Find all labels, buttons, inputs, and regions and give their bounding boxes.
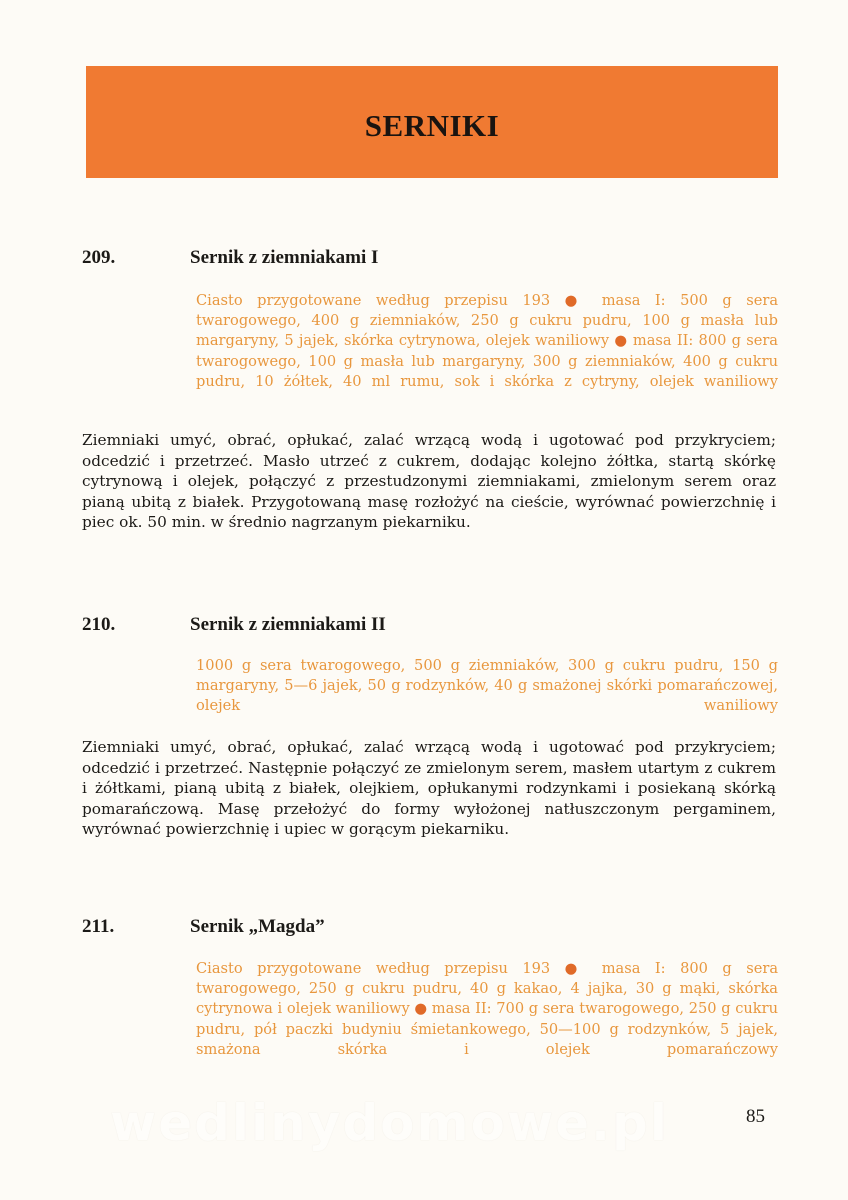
recipe-instructions: Ziemniaki umyć, obrać, opłukać, zalać wrzącą wodą i ugotować pod przykryciem; odcedzić i przetrzeć. Następnie połączyć ze zmielonym serem, masłem utartym z cukrem i żółtkami, pianą ubitą z białek, olejkiem, opłukanymi rodzynkami i posiekaną skórką pomarańczową. Masę przełożyć do formy wyłożonej natłuszczonym pergaminem, wyrównać powierzchnię i upiec w gorącym piekarniku.	[82, 738, 776, 838]
recipe-title: Sernik „Magda”	[190, 916, 325, 937]
recipe-heading	[82, 614, 782, 642]
section-title: SERNIKI	[364, 108, 500, 143]
recipe-number: 209.	[82, 247, 116, 268]
page-number: 85	[746, 1106, 765, 1127]
recipe-title: Sernik z ziemniakami I	[190, 247, 379, 268]
recipe-ingredients: Ciasto przygotowane według przepisu 193 ● masa I: 800 g sera twarogowego, 250 g cukru pudru, 40 g kakao, 4 jajka, 30 g mąki, skórka cytrynowa i olejek waniliowy ● masa II: 700 g sera twarogowego, 250 g cukru pudru, pół paczki budyniu śmietankowego, 50—100 g rodzynków, 5 jajek, smażona skórka i olejek pomarańczowy	[196, 960, 779, 1058]
recipe-ingredients: Ciasto przygotowane według przepisu 193 ● masa I: 500 g sera twarogowego, 400 g ziemniaków, 250 g cukru pudru, 100 g masła lub margaryny, 5 jajek, skórka cytrynowa, olejek waniliowy ● masa II: 800 g sera twarogowego, 100 g masła lub margaryny, 300 g ziemniaków, 400 g cukru pudru, 10 żółtek, 40 ml rumu, sok i skórka z cytryny, olejek waniliowy	[196, 292, 779, 390]
watermark: wedlinydomowe.pl	[110, 1094, 669, 1152]
recipe-number: 211.	[82, 916, 115, 937]
recipe-instructions: Ziemniaki umyć, obrać, opłukać, zalać wrzącą wodą i ugotować pod przykryciem; odcedzić i przetrzeć. Masło utrzeć z cukrem, dodając kolejno żółtka, startą skórkę cytrynową i olejek, połączyć z przestudzonymi ziemniakami, zmielonym serem oraz pianą ubitą z białek. Przygotowaną masę rozłożyć na cieście, wyrównać powierzchnię i piec ok. 50 min. w średnio nagrzanym piekarniku.	[82, 431, 776, 531]
bullet-separator: ●	[564, 292, 588, 309]
recipe-title: Sernik z ziemniakami II	[190, 614, 386, 635]
recipe-heading	[82, 247, 782, 275]
bullet-separator: ●	[564, 960, 588, 977]
section-banner	[86, 66, 778, 178]
recipe-heading	[82, 916, 782, 944]
recipe-number: 210.	[82, 614, 116, 635]
bullet-separator: ●	[614, 332, 628, 350]
bullet-separator: ●	[414, 1000, 428, 1018]
recipe-ingredients: 1000 g sera twarogowego, 500 g ziemniaków, 300 g cukru pudru, 150 g margaryny, 5—6 jajek, 50 g rodzynków, 40 g smażonej skórki pomarańczowej, olejek waniliowy	[196, 657, 778, 715]
